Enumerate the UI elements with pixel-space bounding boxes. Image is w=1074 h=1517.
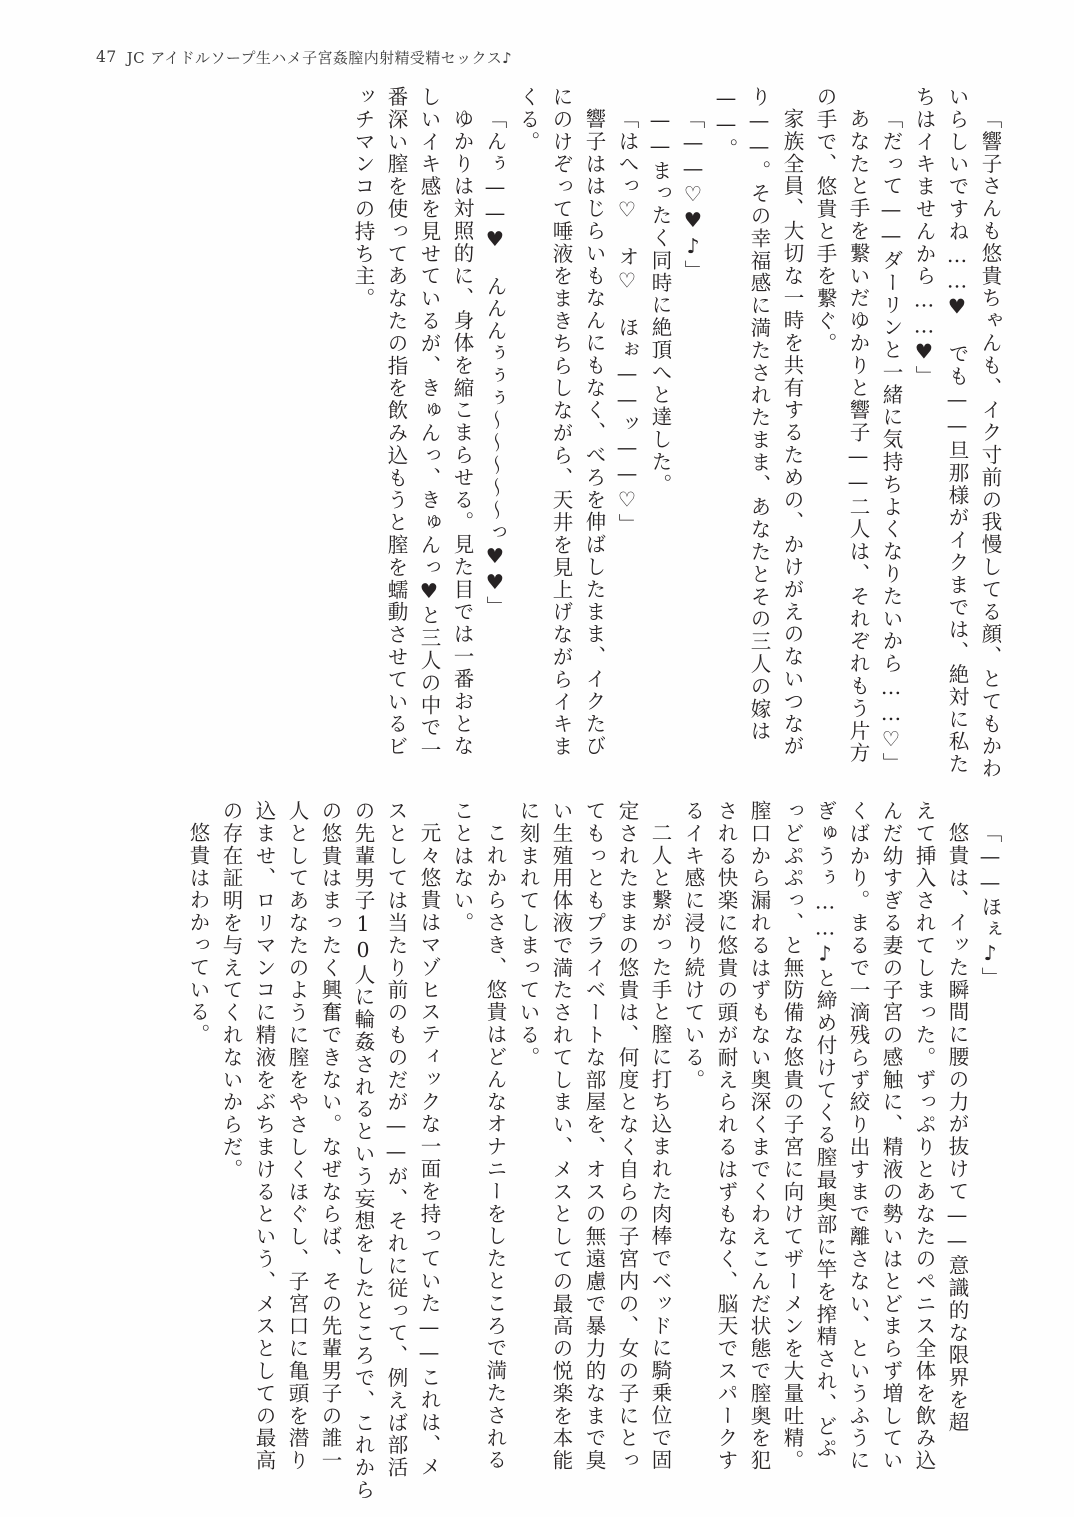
text-column: ——。 bbox=[714, 86, 738, 161]
text-column: される快楽に悠貴の頭が耐えられるはずもなく、脳天でスパークす bbox=[714, 800, 738, 1472]
text-column: に刻まれてしまっている。 bbox=[516, 800, 540, 1069]
text-column: 「はへっ♡ オ♡ ほぉ——ッ——♡」 bbox=[615, 108, 639, 536]
text-column: の先輩男子10人に輪姦されるという妄想をしたところで、これから bbox=[351, 800, 375, 1502]
page-number: 47 bbox=[96, 48, 117, 66]
text-column: 悠貴はわかっている。 bbox=[186, 822, 210, 1046]
text-column: これからさき、悠貴はどんなオナニーをしたところで満たされる bbox=[483, 822, 507, 1472]
text-column: ぎゅうぅ……♪と締め付けてくる膣最奥部に竿を搾精され、どぷ bbox=[813, 800, 837, 1461]
text-column: 「響子さんも悠貴ちゃんも、イク寸前の我慢してる顔、とてもかわ bbox=[978, 108, 1002, 780]
text-column: しいイキ感を見せているが、きゅんっ、きゅんっ♥と三人の中で一 bbox=[417, 86, 441, 762]
text-column: 「だって——ダーリンと一緒に気持ちよくなりたいから……♡」 bbox=[879, 108, 903, 776]
text-column: あなたと手を繋いだゆかりと響子——二人は、それぞれもう片方 bbox=[846, 108, 870, 765]
text-column: るイキ感に浸り続けている。 bbox=[681, 800, 705, 1092]
text-column: くばかり。まるで一滴残らず絞り出すまで離さない、というふうに bbox=[846, 800, 870, 1472]
text-column: ゆかりは対照的に、身体を縮こまらせる。見た目では一番おとな bbox=[450, 108, 474, 758]
text-column: の存在証明を与えてくれないからだ。 bbox=[219, 800, 243, 1181]
text-column: の悠貴はまったく興奮できない。なぜならば、その先輩男子の誰一 bbox=[318, 800, 342, 1472]
text-column: 「んぅ——♥ んんんぅぅぅ～～～～～っ♥♥」 bbox=[483, 108, 507, 619]
text-column: えて挿入されてしまった。ずっぷりとあなたのペニス全体を飲み込 bbox=[912, 800, 936, 1472]
text-column: 元々悠貴はマゾヒスティックな一面を持っていた——これは、メ bbox=[417, 822, 441, 1479]
header-title: JC アイドルソープ生ハメ子宮姦膣内射精受精セックス♪ bbox=[126, 48, 513, 67]
text-column: 悠貴は、イッた瞬間に腰の力が抜けて——意識的な限界を超 bbox=[945, 822, 969, 1434]
text-column: の手で、悠貴と手を繋ぐ。 bbox=[813, 86, 837, 355]
text-column: 番深い膣を使ってあなたの指を飲み込もうと膣を蠕動させているビ bbox=[384, 86, 408, 758]
text-column: てもっともプライベートな部屋を、オスの無遠慮で暴力的なまで臭 bbox=[582, 800, 606, 1472]
text-column: 膣口から漏れるはずもない奥深くまでくわえこんだ状態で膣奥を犯 bbox=[747, 800, 771, 1472]
text-column: んだ幼すぎる妻の子宮の感触に、精液の勢いはとどまらず増してい bbox=[879, 800, 903, 1472]
text-column: ちはイキませんから……♥」 bbox=[912, 86, 936, 388]
text-column: ことはない。 bbox=[450, 800, 474, 935]
text-block-top bbox=[74, 86, 1002, 780]
text-column: くる。 bbox=[516, 86, 540, 154]
text-column: 人としてあなたのように膣をやさしくほぐし、子宮口に亀頭を潜り bbox=[285, 800, 309, 1472]
text-column: 二人と繋がった手と膣に打ち込まれた肉棒でベッドに騎乗位で固 bbox=[648, 822, 672, 1472]
text-column: 「——ほぇ♪」 bbox=[978, 822, 1002, 990]
text-column: 家族全員、大切な一時を共有するための、かけがえのないつなが bbox=[780, 108, 804, 758]
text-block-bottom bbox=[74, 800, 1002, 1502]
text-column: っどぷぷっ、と無防備な悠貴の子宮に向けてザーメンを大量吐精。 bbox=[780, 800, 804, 1472]
text-column: 込ませ、ロリマンコに精液をぶちまけるという、メスとしての最高 bbox=[252, 800, 276, 1472]
text-column: いらしいですね……♥ でも——旦那様がイクまでは、絶対に私た bbox=[945, 86, 969, 776]
text-column: スとしては当たり前のものだが——が、それに従って、例えば部活 bbox=[384, 800, 408, 1479]
text-column: 響子ははじらいもなんにもなく、べろを伸ばしたまま、イクたび bbox=[582, 108, 606, 758]
text-column: ッチマンコの持ち主。 bbox=[351, 86, 375, 310]
text-column: 「——♡♥♪」 bbox=[681, 108, 705, 283]
text-column: り——。その幸福感に満たされたまま、あなたとその三人の嫁は bbox=[747, 86, 771, 743]
text-column: 定されたままの悠貴は、何度となく自らの子宮内の、女の子にとっ bbox=[615, 800, 639, 1472]
running-header bbox=[96, 44, 978, 70]
text-column: にのけぞって唾液をまきちらしながら、天井を見上げながらイキま bbox=[549, 86, 573, 758]
text-column: ——まったく同時に絶頂へと達した。 bbox=[648, 108, 672, 496]
text-column: い生殖用体液で満たされてしまい、メスとしての最高の悦楽を本能 bbox=[549, 800, 573, 1472]
